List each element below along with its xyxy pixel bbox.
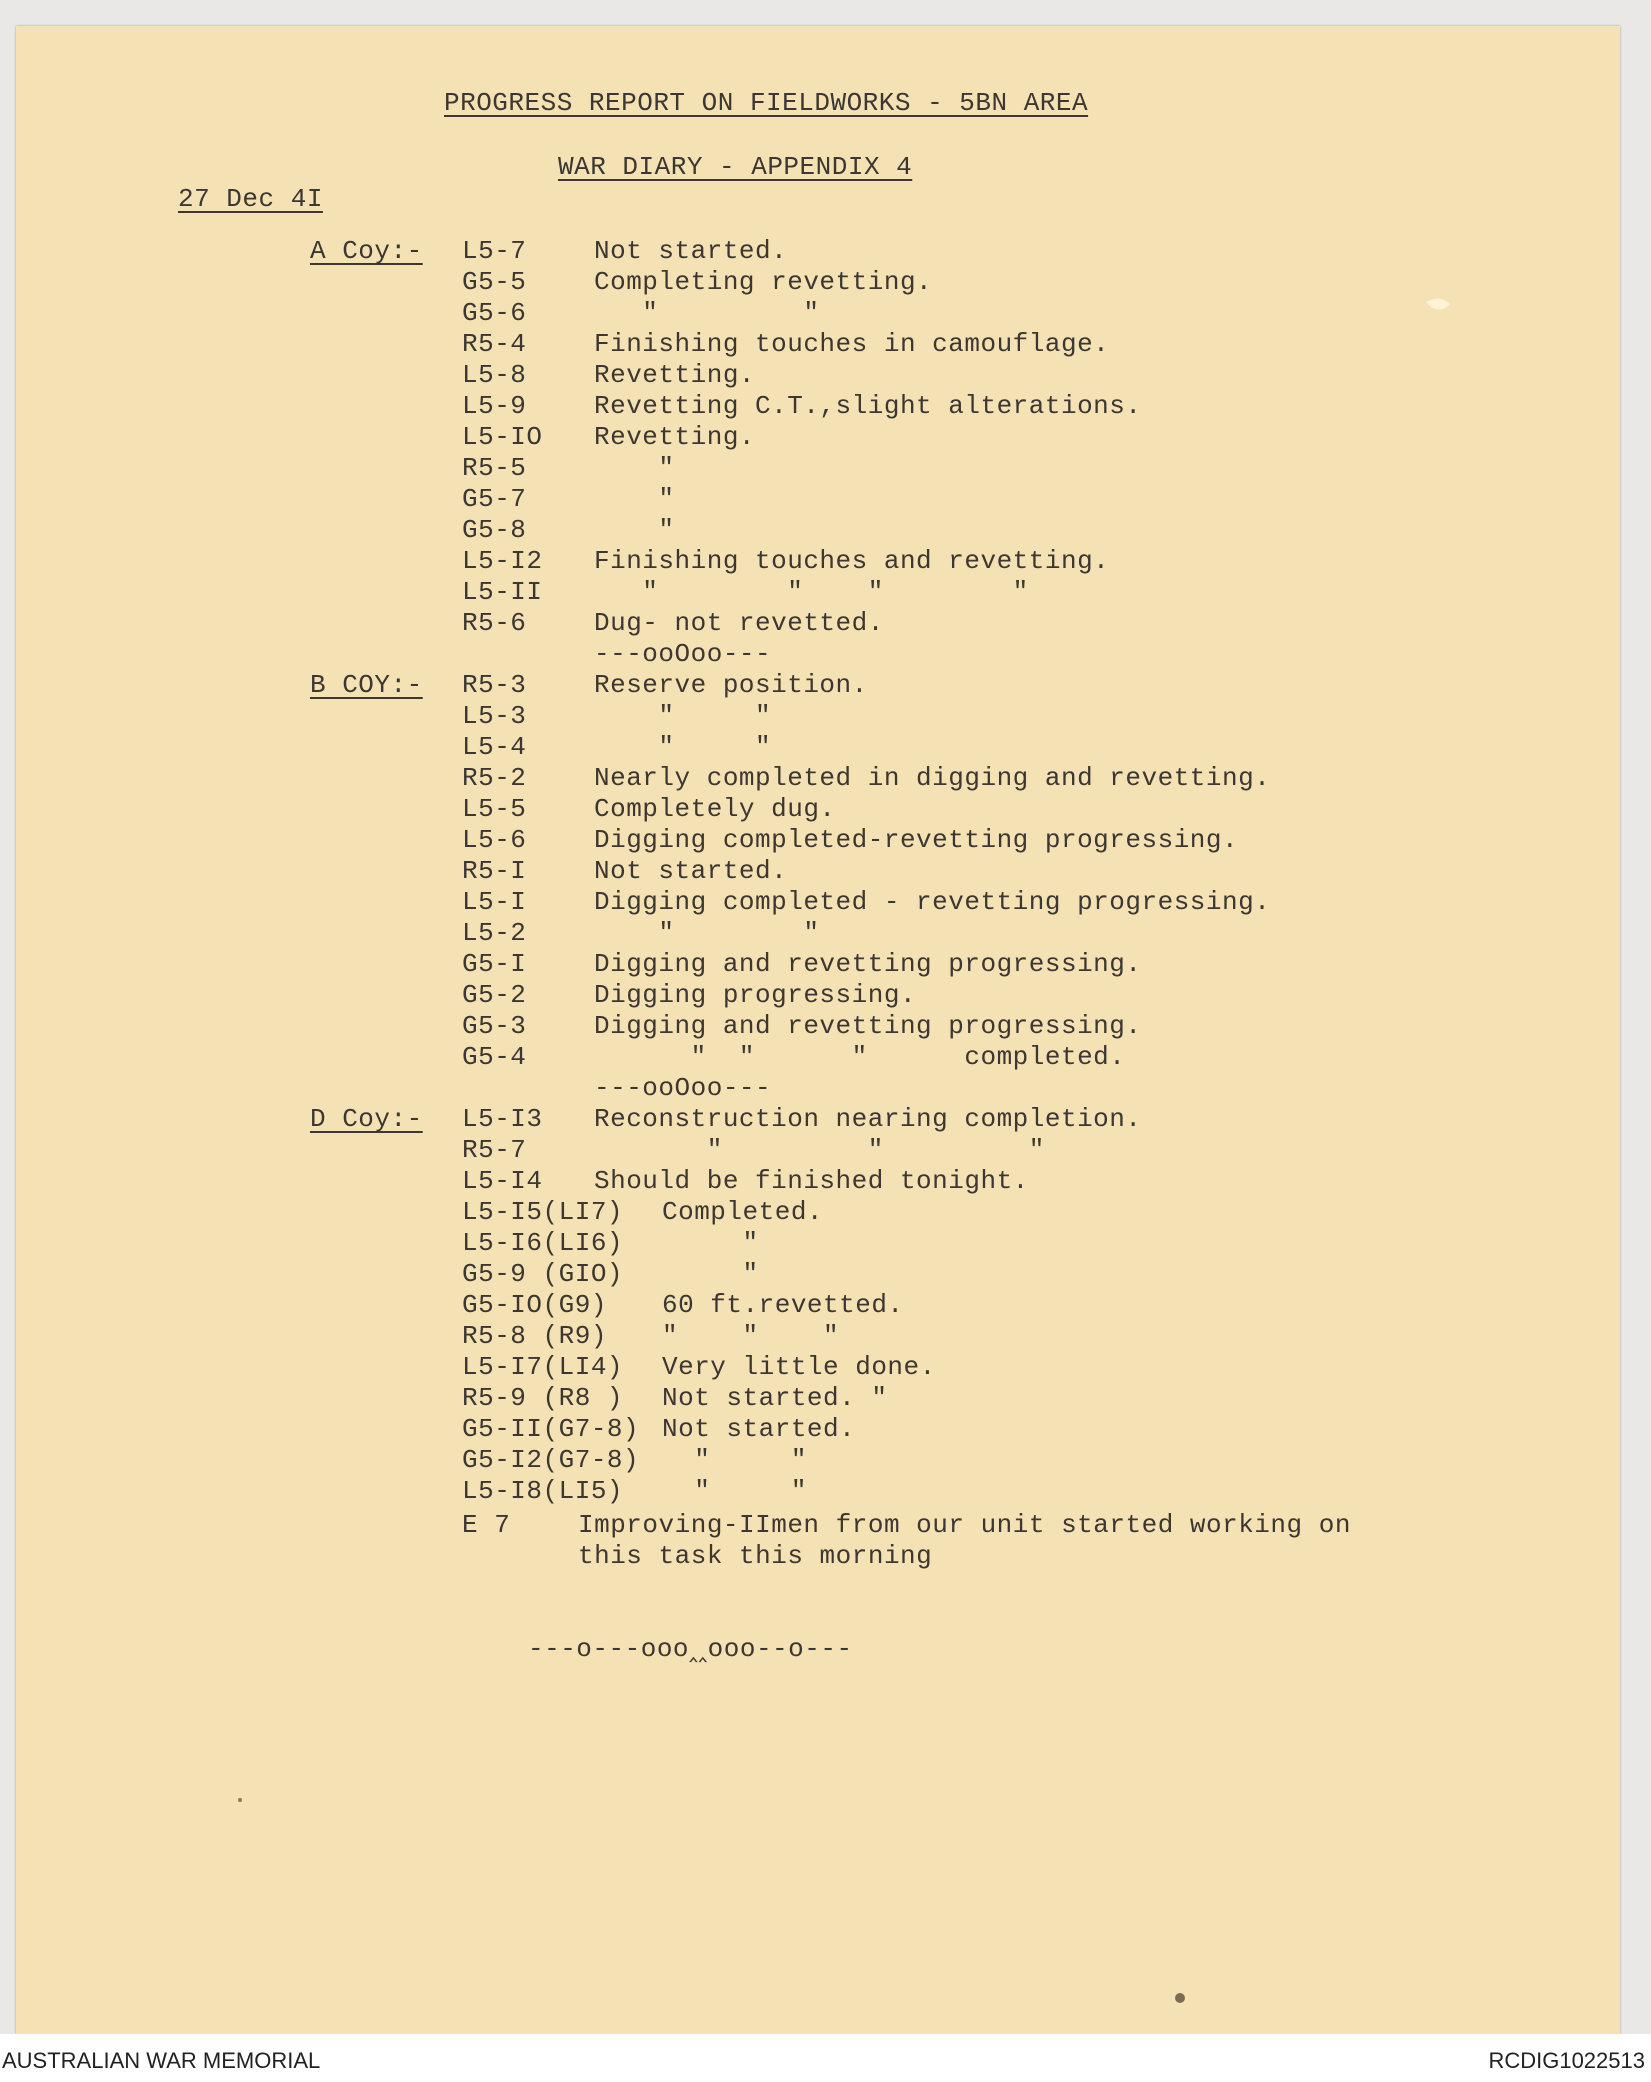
position-status: Should be finished tonight.: [594, 1166, 1029, 1196]
position-status: " ": [662, 1445, 807, 1475]
position-code: L5-8: [462, 360, 527, 390]
position-status: " ": [594, 918, 820, 948]
position-code: L5-2: [462, 918, 527, 948]
position-status: Digging completed-revetting progressing.: [594, 825, 1239, 855]
position-status: " " ": [662, 1321, 840, 1351]
position-code: G5-3: [462, 1011, 527, 1041]
company-label-a: A Coy:-: [310, 236, 423, 266]
position-code: R5-2: [462, 763, 527, 793]
position-code: L5-I6(LI6): [462, 1228, 624, 1258]
position-status: Completing revetting.: [594, 267, 933, 297]
report-subtitle: WAR DIARY - APPENDIX 4: [558, 152, 913, 182]
position-code: G5-I: [462, 949, 527, 979]
position-status: 60 ft.revetted.: [662, 1290, 904, 1320]
position-status: Revetting.: [594, 422, 756, 452]
position-status: " ": [594, 298, 820, 328]
company-label-d: D Coy:-: [310, 1104, 423, 1134]
end-mark: ---o---ooo‸‸ooo--o---: [528, 1634, 853, 1664]
position-status: " " " completed.: [594, 1042, 1126, 1072]
position-code: G5-4: [462, 1042, 527, 1072]
paper-marks: [16, 26, 1620, 2034]
position-code: L5-II: [462, 577, 543, 607]
position-code: G5-IO(G9): [462, 1290, 607, 1320]
position-code: L5-I8(LI5): [462, 1476, 624, 1506]
position-code: L5-I7(LI4): [462, 1352, 624, 1382]
position-status: " ": [594, 732, 772, 762]
position-status: ": [662, 1228, 759, 1258]
ink-spot: [238, 1798, 242, 1802]
position-status: Revetting.: [594, 360, 756, 390]
section-separator: ---ooOoo---: [594, 639, 772, 669]
position-status: Not started.: [594, 236, 788, 266]
position-code: L5-7: [462, 236, 527, 266]
footer-archive-name: AUSTRALIAN WAR MEMORIAL: [2, 2048, 321, 2073]
position-status: Completed.: [662, 1197, 824, 1227]
paper-crease: [1426, 298, 1450, 309]
position-code: L5-3: [462, 701, 527, 731]
position-code: L5-I4: [462, 1166, 543, 1196]
position-status-continued: this task this morning: [578, 1541, 933, 1571]
position-code: G5-9 (GIO): [462, 1259, 624, 1289]
position-status: Finishing touches and revetting.: [594, 546, 1110, 576]
position-code: L5-IO: [462, 422, 543, 452]
position-status: ": [594, 515, 675, 545]
position-status: Digging progressing.: [594, 980, 917, 1010]
position-status: " ": [594, 701, 772, 731]
position-code: G5-7: [462, 484, 527, 514]
position-code: L5-4: [462, 732, 527, 762]
position-code: G5-II(G7-8): [462, 1414, 640, 1444]
position-code: L5-I5(LI7): [462, 1197, 624, 1227]
position-status: Improving-IImen from our unit started working on: [578, 1510, 1351, 1540]
ink-spot: [1175, 1993, 1185, 2003]
report-date: 27 Dec 4I: [178, 184, 323, 214]
position-status: Completely dug.: [594, 794, 836, 824]
position-status: Nearly completed in digging and revetting.: [594, 763, 1271, 793]
position-status: Digging completed - revetting progressing.: [594, 887, 1271, 917]
position-status: ": [594, 453, 675, 483]
position-code: R5-8 (R9): [462, 1321, 607, 1351]
position-status: Dug- not revetted.: [594, 608, 884, 638]
position-code: L5-6: [462, 825, 527, 855]
position-code: E 7: [462, 1510, 511, 1540]
position-status: Not started.: [662, 1414, 856, 1444]
position-code: G5-8: [462, 515, 527, 545]
position-status: Digging and revetting progressing.: [594, 1011, 1142, 1041]
position-code: L5-5: [462, 794, 527, 824]
position-code: R5-6: [462, 608, 527, 638]
company-label-b: B COY:-: [310, 670, 423, 700]
position-code: L5-I2: [462, 546, 543, 576]
position-code: L5-I: [462, 887, 527, 917]
position-status: Digging and revetting progressing.: [594, 949, 1142, 979]
position-status: Finishing touches in camouflage.: [594, 329, 1110, 359]
footer-record-id: RCDIG1022513: [1488, 2048, 1645, 2073]
position-status: Reserve position.: [594, 670, 868, 700]
position-status: Not started. ": [662, 1383, 888, 1413]
position-status: " ": [662, 1476, 807, 1506]
position-code: R5-4: [462, 329, 527, 359]
position-code: R5-I: [462, 856, 527, 886]
section-separator: ---ooOoo---: [594, 1073, 772, 1103]
position-status: Revetting C.T.,slight alterations.: [594, 391, 1142, 421]
position-code: R5-5: [462, 453, 527, 483]
position-status: ": [662, 1259, 759, 1289]
report-title: PROGRESS REPORT ON FIELDWORKS - 5BN AREA: [444, 88, 1089, 118]
position-code: G5-5: [462, 267, 527, 297]
position-code: G5-2: [462, 980, 527, 1010]
archive-footer: [0, 2034, 1651, 2082]
position-code: R5-9 (R8 ): [462, 1383, 624, 1413]
position-status: " " " ": [594, 577, 1029, 607]
document-page: [16, 26, 1620, 2034]
position-code: L5-9: [462, 391, 527, 421]
position-status: " " ": [594, 1135, 1045, 1165]
position-code: R5-3: [462, 670, 527, 700]
position-code: G5-I2(G7-8): [462, 1445, 640, 1475]
position-code: R5-7: [462, 1135, 527, 1165]
position-status: Reconstruction nearing completion.: [594, 1104, 1142, 1134]
position-status: Not started.: [594, 856, 788, 886]
position-status: Very little done.: [662, 1352, 936, 1382]
position-code: G5-6: [462, 298, 527, 328]
position-status: ": [594, 484, 675, 514]
position-code: L5-I3: [462, 1104, 543, 1134]
